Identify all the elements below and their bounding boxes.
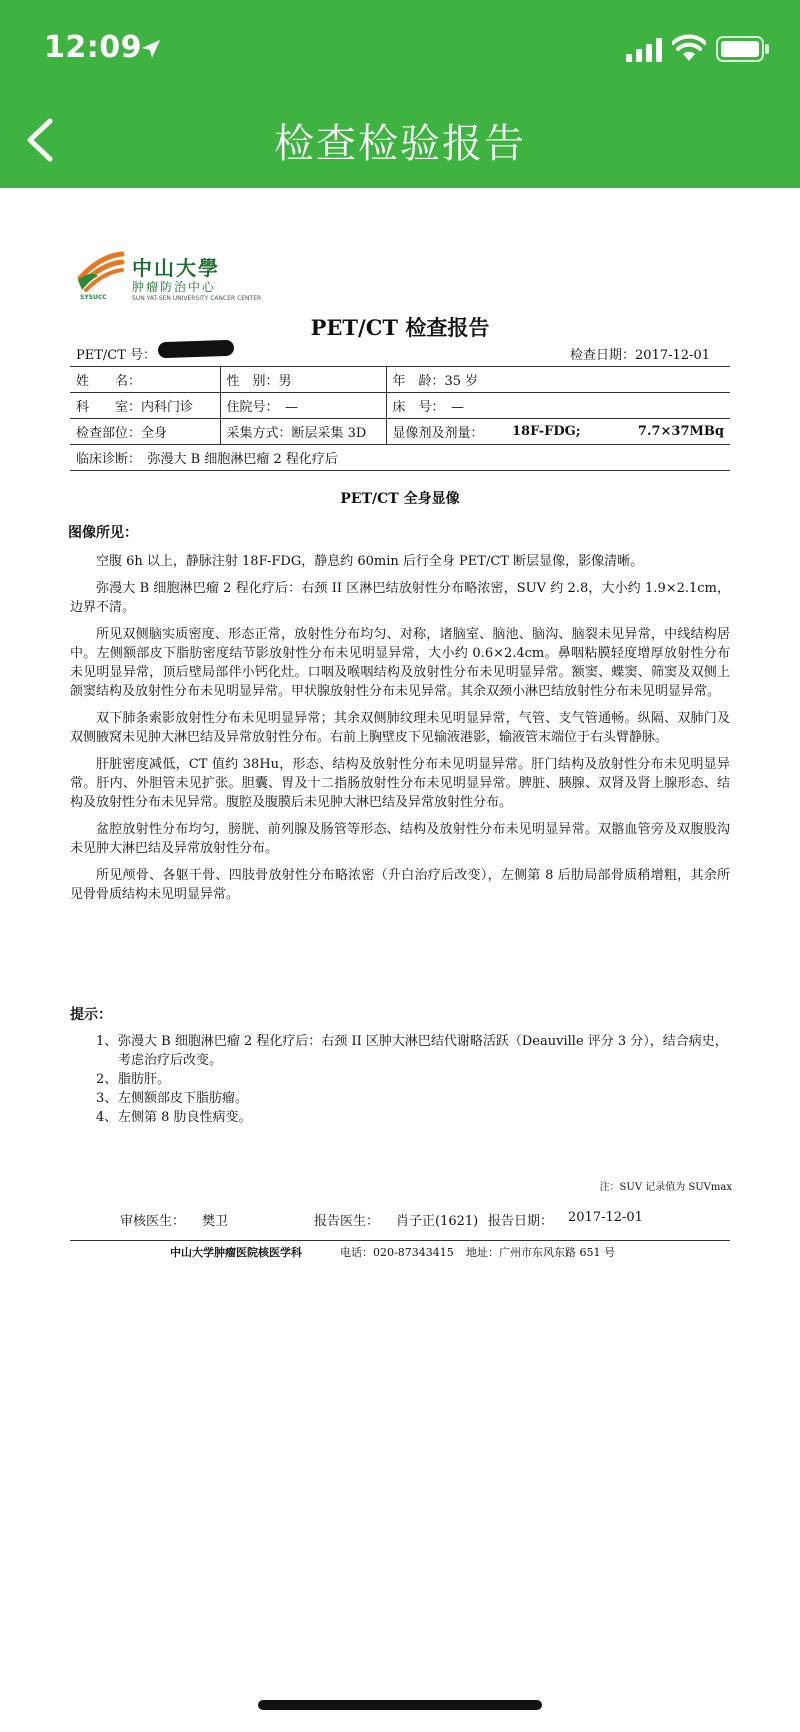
item-number: 2、 <box>96 1072 118 1087</box>
item-text: 左侧第 8 肋良性病变。 <box>118 1110 252 1125</box>
item-number: 1、 <box>96 1034 118 1049</box>
footer-phone: 电话：020-87343415 <box>340 1246 454 1259</box>
battery-icon <box>716 36 770 62</box>
suv-note: 注：SUV 记录值为 SUVmax <box>599 1182 732 1193</box>
logo-name: 中山大學 <box>132 256 220 280</box>
reviewer-label: 审核医生： <box>120 1214 186 1229</box>
tracer-label-cell: 显像剂及剂量： <box>386 419 506 445</box>
sysucc-emblem-icon <box>76 250 126 294</box>
home-indicator[interactable] <box>258 1700 542 1710</box>
finding-paragraph: 弥漫大 B 细胞淋巴瘤 2 程化疗后：右颈 II 区淋巴结放射性分布略浓密，SUV 约 2.8，大小约 1.9×2.1cm，边界不清。 <box>70 581 730 615</box>
page-title: 检查检验报告 <box>274 121 526 167</box>
wifi-icon <box>672 34 706 62</box>
logo-subtitle: 肿瘤防治中心 <box>132 280 217 294</box>
table-row <box>70 419 730 445</box>
reporter-name: 肖子正(1621) <box>396 1214 479 1229</box>
impression-list <box>96 1032 730 1127</box>
bed-no-cell: 床 号： — <box>386 393 730 419</box>
report-meta <box>70 344 730 366</box>
report-title: PET/CT 检查报告 <box>310 315 490 340</box>
findings-label: 图像所见： <box>68 525 138 541</box>
impression-label: 提示： <box>70 1007 112 1023</box>
gender-cell: 性 别：男 <box>220 367 386 393</box>
table-row <box>70 445 730 471</box>
footer-address: 地址：广州市东风东路 651 号 <box>466 1246 615 1259</box>
footer-department: 中山大学肿瘤医院核医学科 <box>170 1246 302 1259</box>
name-cell: 姓 名： <box>70 367 220 393</box>
report-date: 2017-12-01 <box>568 1210 643 1225</box>
finding-paragraph: 肝脏密度减低，CT 值约 38Hu，形态、结构及放射性分布未见明显异常。肝门结构及放射性分布未见明显异常。肝内、外胆管未见扩张。胆囊、胃及十二指肠放射性分布未见明显异常。脾脏、胰腺、双肾及肾上腺形态、结构及放射性分布未见异常。腹腔及腹膜后未见肿大淋巴结及异常放射性分布。 <box>70 757 730 810</box>
finding-paragraph: 所见颅骨、各躯干骨、四肢骨放射性分布略浓密（升白治疗后改变），左侧第 8 后肋局部骨质稍增粗，其余所见骨骨质结构未见明显异常。 <box>70 868 730 902</box>
item-number: 4、 <box>96 1110 118 1125</box>
item-text: 脂肪肝。 <box>118 1072 171 1087</box>
finding-paragraph: 所见双侧脑实质密度、形态正常，放射性分布均匀、对称，诸脑室、脑池、脑沟、脑裂未见异常，中线结构居中。左侧额部皮下脂肪密度结节影放射性分布未见明显异常，大小约 0.6×2.4cm。鼻咽粘膜轻度增厚放射性分布未见明显异常，顶后壁局部伴小钙化灶。口咽及喉咽结构及放射性分布未见明显异常。额窦、蝶窦、筛窦及双侧上颌窦结构及放射性分布未见明显异常。甲状腺放射性分布未见异常。其余双颈小淋巴结放射性分布未见明显异常。 <box>70 627 730 699</box>
list-item <box>96 1089 730 1108</box>
diagnosis-cell: 临床诊断： 弥漫大 B 细胞淋巴瘤 2 程化疗后 <box>70 445 730 471</box>
department-cell: 科 室：内科门诊 <box>70 393 220 419</box>
status-bar <box>0 0 800 100</box>
finding-paragraph: 双下肺条索影放射性分布未见明显异常；其余双侧肺纹理未见明显异常，气管、支气管通畅。纵隔、双肺门及双侧腋窝未见肿大淋巴结及异常放射性分布。右前上胸壁皮下见输液港影，输液管末端位于右头臂静脉。 <box>70 711 730 745</box>
findings-body <box>70 552 730 912</box>
finding-paragraph: 盆腔放射性分布均匀，膀胱、前列腺及肠管等形态、结构及放射性分布未见明显异常。双髂血管旁及双腹股沟未见肿大淋巴结及异常放射性分布。 <box>70 822 730 856</box>
patient-info-table <box>70 366 730 471</box>
redacted-mark <box>158 340 235 359</box>
table-row <box>70 393 730 419</box>
list-item <box>96 1032 730 1070</box>
acquisition-cell: 采集方式：断层采集 3D <box>220 419 386 445</box>
age-cell: 年 龄：35 岁 <box>386 367 730 393</box>
pet-number-label: PET/CT 号： <box>76 348 157 363</box>
inpatient-no-cell: 住院号： — <box>220 393 386 419</box>
list-item <box>96 1108 730 1127</box>
item-text: 弥漫大 B 细胞淋巴瘤 2 程化疗后：右颈 II 区肿大淋巴结代谢略活跃（Deauville 评分 3 分），结合病史，考虑治疗后改变。 <box>118 1034 728 1068</box>
logo-abbr: SYSUCC <box>80 294 107 301</box>
item-number: 3、 <box>96 1091 118 1106</box>
reporter-label: 报告医生： <box>314 1214 380 1229</box>
hospital-logo <box>76 250 262 306</box>
list-item <box>96 1070 730 1089</box>
table-row <box>70 367 730 393</box>
section-title: PET/CT 全身显像 <box>340 491 460 507</box>
status-time: 12:09 <box>44 30 142 65</box>
report-date-label: 报告日期： <box>488 1214 554 1229</box>
check-date: 检查日期：2017-12-01 <box>570 348 710 363</box>
item-text: 左侧额部皮下脂肪瘤。 <box>118 1091 249 1106</box>
cellular-signal-icon <box>626 38 664 62</box>
app-header <box>0 0 800 188</box>
logo-english: SUN YAT-SEN UNIVERSITY CANCER CENTER <box>132 295 262 302</box>
reviewer-name: 樊卫 <box>202 1214 229 1229</box>
footer-divider <box>70 1240 730 1241</box>
dose-cell: 7.7×37MBq <box>587 419 730 445</box>
finding-paragraph: 空腹 6h 以上，静脉注射 18F-FDG，静息约 60min 后行全身 PET/CT 断层显像，影像清晰。 <box>96 554 644 569</box>
exam-site-cell: 检查部位：全身 <box>70 419 220 445</box>
tracer-cell: 18F-FDG; <box>506 419 587 445</box>
location-arrow-icon <box>140 38 162 60</box>
